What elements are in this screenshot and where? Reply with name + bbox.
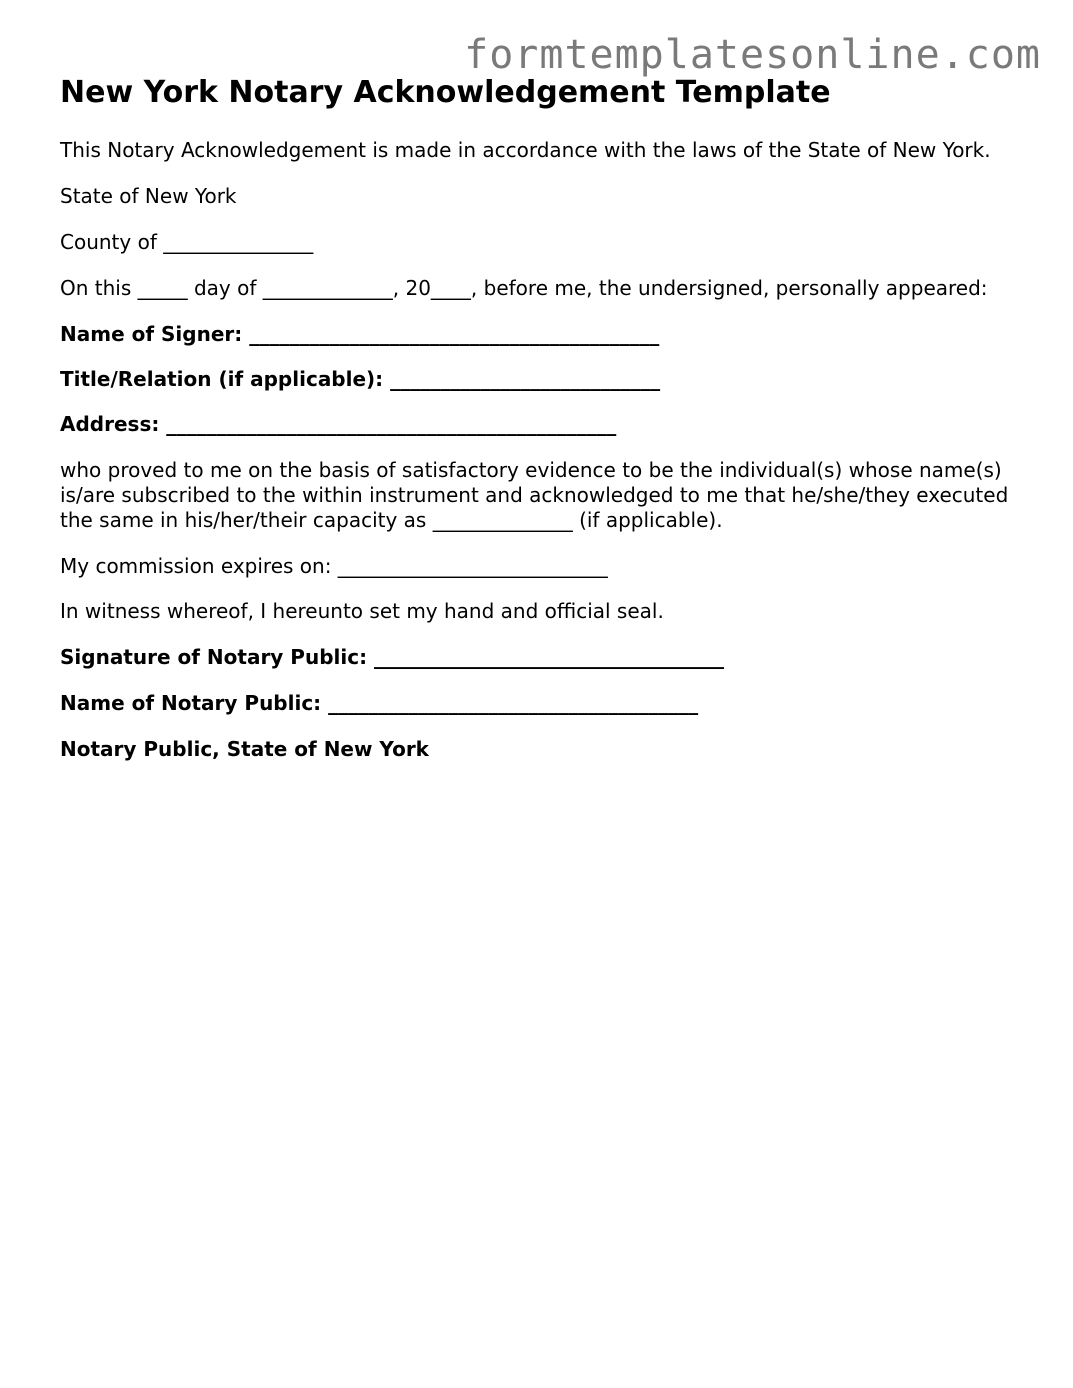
county-line: County of _______________ xyxy=(60,230,314,254)
state-line: State of New York xyxy=(60,184,237,208)
proof-paragraph: who proved to me on the basis of satisfactory evidence to be the individual(s) whose name(s) is/are subscribed to the within instrument and acknowledged to me that he/she/they executed the same in his/her/their capacity as ______________ (if applicable). xyxy=(60,458,1009,532)
witness-line: In witness whereof, I hereunto set my hand and official seal. xyxy=(60,599,664,623)
commission-line: My commission expires on: ___________________________ xyxy=(60,554,608,578)
document-body xyxy=(60,72,1020,762)
address-line: Address: _____________________________________________ xyxy=(60,412,617,436)
intro-paragraph: This Notary Acknowledgement is made in accordance with the laws of the State of New York. xyxy=(60,138,991,162)
title-relation-line: Title/Relation (if applicable): ___________________________ xyxy=(60,367,661,391)
notary-signature-line: Signature of Notary Public: ___________________________________ xyxy=(60,645,725,669)
watermark-text: formtemplatesonline.com xyxy=(464,32,1041,78)
date-line: On this _____ day of _____________, 20____, before me, the undersigned, personally appeared: xyxy=(60,276,988,300)
notary-state-line: Notary Public, State of New York xyxy=(60,737,429,761)
name-of-signer-line: Name of Signer: _________________________________________ xyxy=(60,322,660,346)
notary-name-line: Name of Notary Public: _____________________________________ xyxy=(60,691,699,715)
document-title: New York Notary Acknowledgement Template xyxy=(60,75,831,110)
